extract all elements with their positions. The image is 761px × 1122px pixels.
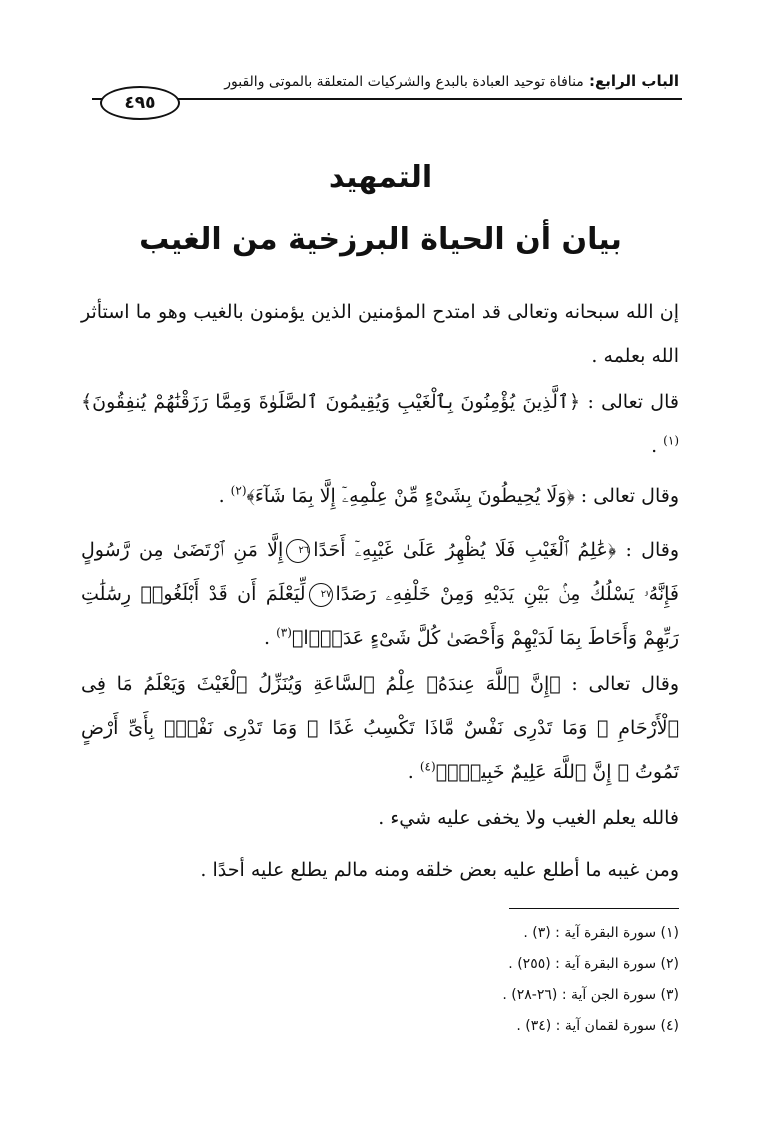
quote-intro: وقال تعالى : (574, 485, 679, 507)
header-rule (92, 98, 682, 100)
footnote-item: (٤) سورة لقمان آية : (٣٤) . (516, 1018, 679, 1034)
quote-intro: وقال تعالى : (560, 673, 679, 695)
sentence-end: . (407, 761, 420, 783)
paragraph-quote-2 (81, 474, 679, 518)
sentence-end: . (651, 435, 664, 457)
page-number: ٤٩٥ (100, 86, 180, 120)
sentence-end: . (218, 485, 231, 507)
footnote-item: (١) سورة البقرة آية : (٣) . (523, 925, 679, 941)
quran-verse-part-a: ﴿عَٰلِمُ ٱلْغَيْبِ فَلَا يُظْهِرُ عَلَىٰ غَيْبِهِۦٓ أَحَدًا (313, 539, 617, 561)
section-subheading: بيان أن الحياة البرزخية من الغيب (139, 222, 622, 257)
footnote-marker: (١) (663, 433, 679, 448)
footnote-marker: (٤) (419, 759, 436, 774)
footnote-separator (509, 908, 679, 909)
quote-intro: قال تعالى : (580, 391, 679, 413)
footnotes (279, 918, 679, 1042)
paragraph-quote-3 (81, 528, 679, 660)
chapter-label: الباب الرابع: (589, 72, 679, 90)
paragraph-conclusion (81, 796, 679, 840)
footnote-item: (٢) سورة البقرة آية : (٢٥٥) . (508, 956, 679, 972)
footnote-marker: (٣) (276, 625, 292, 640)
quran-verse-part-b: إِلَّا مَنِ ٱرْتَضَىٰ مِن رَّسُولٍ فَإِنَّهُۥ يَسْلُكُ مِنۢ بَيْنِ يَدَيْهِ وَمِنْ خَلْفِهِۦ رَصَدًا (81, 539, 679, 605)
quran-verse-part-c: لِّيَعْلَمَ أَن قَدْ أَبْلَغُوا۟ رِسَٰلَٰتِ رَبِّهِمْ وَأَحَاطَ بِمَا لَدَيْهِمْ وَأَحْصَىٰ كُلَّ شَىْءٍ عَدَدًۢا﴾ (81, 583, 679, 649)
footnote-marker: (٢) (230, 483, 247, 498)
paragraph-quote-4 (81, 662, 679, 794)
footnote-item: (٣) سورة الجن آية : (٢٦-٢٨) . (502, 987, 679, 1003)
ayah-number-marker: ٢٦ (286, 539, 310, 563)
sentence-end: . (264, 627, 277, 649)
quran-verse: ﴿إِنَّ ٱللَّهَ عِندَهُۥ عِلْمُ ٱلسَّاعَةِ وَيُنَزِّلُ ٱلْغَيْثَ وَيَعْلَمُ مَا فِى ٱلْأَرْحَامِ ۖ وَمَا تَدْرِى نَفْسٌ مَّاذَا تَكْسِبُ غَدًا ۖ وَمَا تَدْرِى نَفْسٌۢ بِأَىِّ أَرْضٍ تَمُوتُ ۚ إِنَّ ٱللَّهَ عَلِيمٌ خَبِيرٌۢ﴾ (81, 673, 679, 783)
paragraph-closing (81, 848, 679, 892)
paragraph-quote-1 (81, 380, 679, 468)
paragraph-intro (81, 290, 679, 378)
paragraph-text: إن الله سبحانه وتعالى قد امتدح المؤمنين الذين يؤمنون بالغيب وهو ما استأثر الله بعلمه . (81, 301, 679, 367)
paragraph-text: فالله يعلم الغيب ولا يخفى عليه شيء . (378, 807, 679, 829)
quote-intro: وقال : (616, 539, 679, 561)
quran-verse: ﴿وَلَا يُحِيطُونَ بِشَىْءٍ مِّنْ عِلْمِهِۦٓ إِلَّا بِمَا شَآءَ﴾ (246, 485, 575, 507)
quran-verse: ﴿ٱلَّذِينَ يُؤْمِنُونَ بِٱلْغَيْبِ وَيُقِيمُونَ ٱلصَّلَوٰةَ وَمِمَّا رَزَقْنَٰهُمْ يُنفِقُونَ﴾ (81, 391, 581, 413)
paragraph-text: ومن غيبه ما أطلع عليه بعض خلقه ومنه مالم يطلع عليه أحدًا . (200, 859, 679, 881)
chapter-title: منافاة توحيد العبادة بالبدع والشركيات المتعلقة بالموتى والقبور (224, 74, 584, 90)
ayah-number-marker: ٢٧ (309, 583, 333, 607)
section-heading: التمهيد (328, 160, 433, 195)
